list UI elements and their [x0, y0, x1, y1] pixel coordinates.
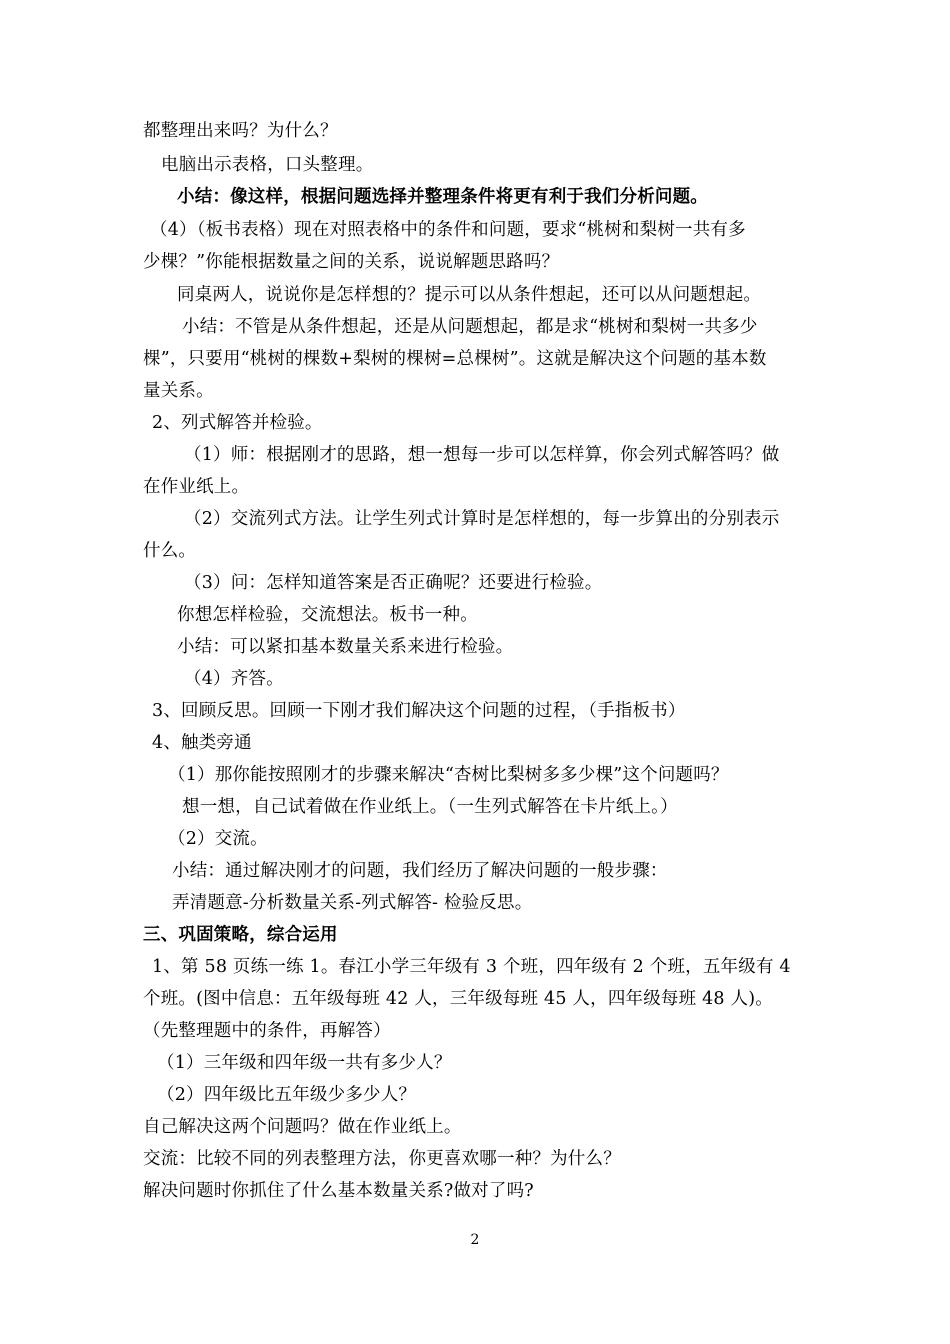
text-line: 小结：通过解决刚才的问题，我们经历了解决问题的一般步骤： — [172, 861, 668, 881]
text-line: 交流：比较不同的列表整理方法，你更喜欢哪一种？为什么？ — [143, 1149, 621, 1169]
text-line: 同桌两人，说说你是怎样想的？提示可以从条件想起，还可以从问题想起。 — [177, 285, 762, 305]
section-step: 4、触类旁通 — [152, 733, 252, 753]
section-step: 3、回顾反思。回顾一下刚才我们解决这个问题的过程，（手指板书） — [152, 701, 686, 721]
text-line: （2）交流。 — [168, 829, 268, 849]
text-line: 个班。(图中信息：五年级每班 42 人，三年级每班 45 人，四年级每班 48 人)。 — [143, 989, 773, 1009]
text-line: 在作业纸上。 — [143, 477, 250, 497]
text-line: 小结：可以紧扣基本数量关系来进行检验。 — [177, 637, 514, 657]
text-line: （1）那你能按照刚才的步骤来解决“杏树比梨树多多少棵”这个问题吗？ — [168, 765, 729, 785]
text-line: 想一想，自己试着做在作业纸上。（一生列式解答在卡片纸上。） — [182, 797, 678, 817]
text-line: （1）三年级和四年级一共有多少人？ — [157, 1053, 452, 1073]
text-line: 自己解决这两个问题吗？做在作业纸上。 — [143, 1117, 462, 1137]
text-line: （先整理题中的条件，再解答） — [143, 1021, 391, 1041]
text-line: （3）问：怎样知道答案是否正确呢？还要进行检验。 — [184, 573, 603, 593]
text-line: 量关系。 — [143, 381, 214, 401]
text-line: 弄清题意-分析数量关系-列式解答- 检验反思。 — [172, 893, 533, 913]
text-line: 小结：不管是从条件想起，还是从问题想起，都是求“桃树和梨树一共多少 — [182, 317, 758, 337]
text-line: （4）（板书表格）现在对照表格中的条件和问题，要求“桃树和梨树一共有多 — [150, 220, 746, 240]
text-line: 你想怎样检验，交流想法。板书一种。 — [177, 605, 478, 625]
text-line: （1）师：根据刚才的思路，想一想每一步可以怎样算，你会列式解答吗？做 — [184, 445, 780, 465]
text-line: 解决问题时你抓住了什么基本数量关系?做对了吗? — [143, 1181, 534, 1201]
section-step: 2、列式解答并检验。 — [152, 413, 323, 433]
text-line: 电脑出示表格，口头整理。 — [161, 155, 374, 175]
text-line: （2）交流列式方法。让学生列式计算时是怎样想的，每一步算出的分别表示 — [184, 509, 780, 529]
page-number: 2 — [470, 1232, 480, 1248]
text-line: 什么。 — [143, 541, 197, 561]
text-line: 棵”，只要用“桃树的棵数+梨树的棵树=总棵树”。这就是解决这个问题的基本数 — [143, 349, 767, 369]
section-heading: 三、巩固策略，综合运用 — [143, 925, 338, 945]
text-line: 少棵？”你能根据数量之间的关系，说说解题思路吗？ — [143, 252, 560, 272]
text-line: （4）齐答。 — [184, 669, 284, 689]
summary-line: 小结：像这样，根据问题选择并整理条件将更有利于我们分析问题。 — [177, 187, 708, 207]
text-line: 1、第 58 页练一练 1。春江小学三年级有 3 个班，四年级有 2 个班，五年级有 4 — [152, 957, 791, 977]
text-line: 都整理出来吗？为什么？ — [143, 121, 338, 141]
text-line: （2）四年级比五年级少多少人？ — [157, 1085, 417, 1105]
